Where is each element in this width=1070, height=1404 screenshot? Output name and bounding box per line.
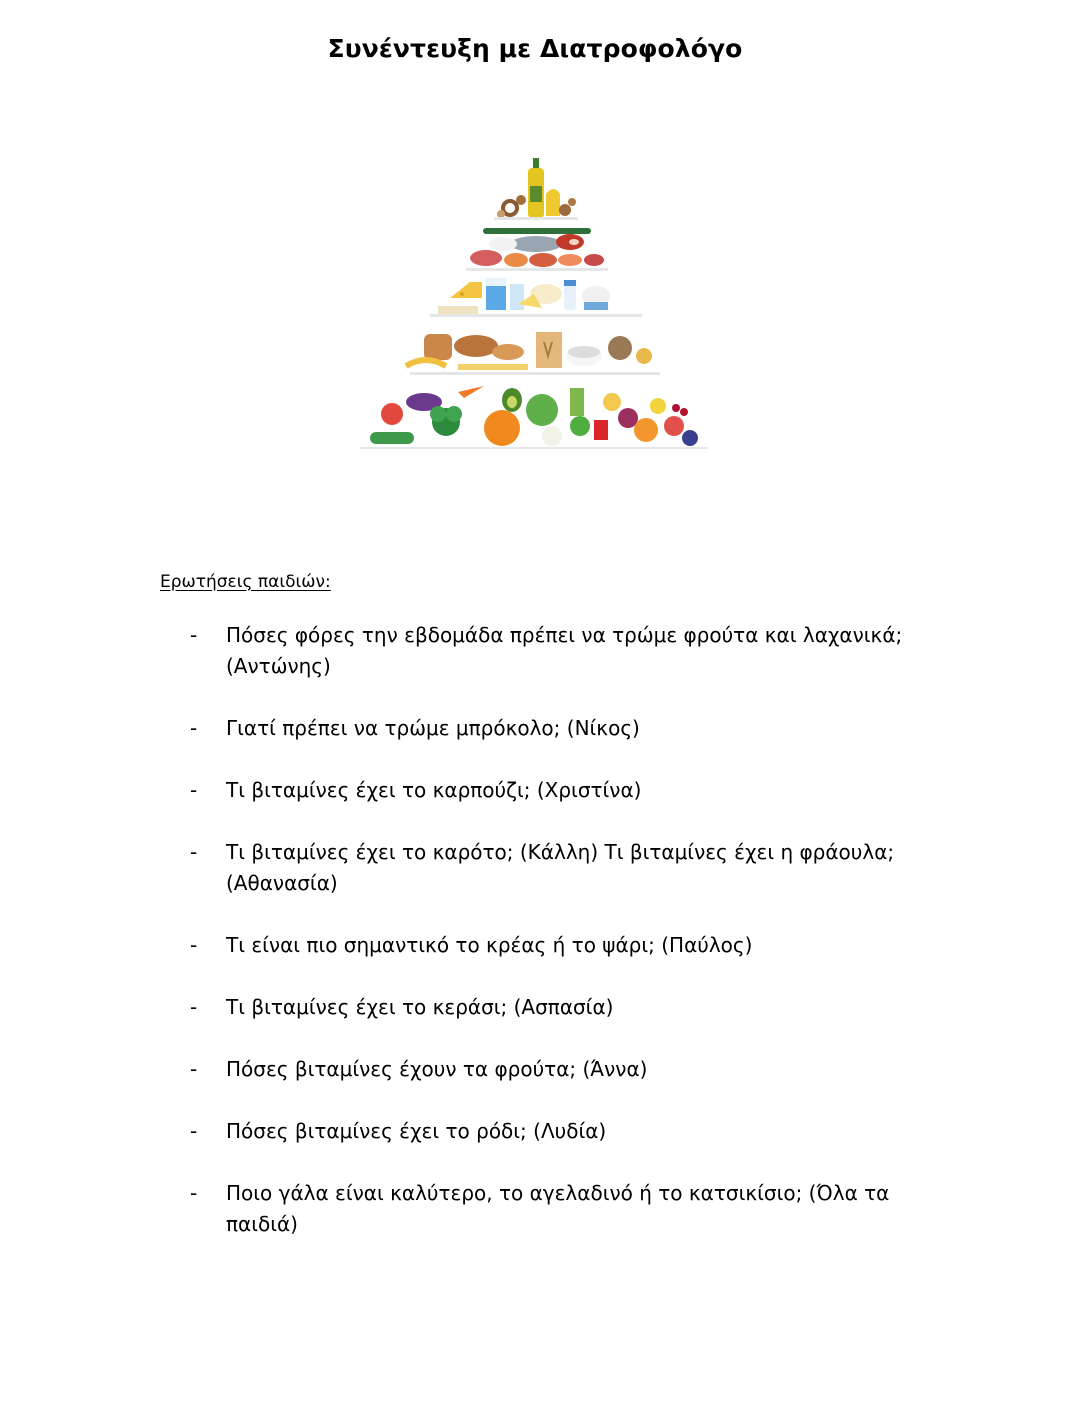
document-title: Συνέντευξη με Διατροφολόγο: [327, 34, 743, 63]
list-item: [190, 1054, 930, 1085]
question-text: Πόσες βιταμίνες έχει το ρόδι; (Λυδία): [226, 1119, 607, 1143]
bullet-dash: -: [190, 840, 198, 864]
bullet-dash: -: [190, 778, 198, 802]
bullet-dash: -: [190, 623, 198, 647]
questions-list: [190, 620, 930, 1271]
pyramid-tier-fruits-vegetables: [360, 386, 708, 448]
bullet-dash: -: [190, 1181, 198, 1205]
bullet-dash: -: [190, 933, 198, 957]
food-pyramid-illustration: [358, 156, 710, 450]
list-item: [190, 1116, 930, 1147]
list-item: [190, 1178, 930, 1240]
bullet-dash: -: [190, 995, 198, 1019]
list-item: [190, 930, 930, 961]
question-text: Τι βιταμίνες έχει το καρότο; (Κάλλη) Τι βιταμίνες έχει η φράουλα; (Αθανασία): [226, 840, 895, 895]
pyramid-tier-oils: [494, 158, 578, 220]
bullet-dash: -: [190, 1057, 198, 1081]
question-text: Ποιο γάλα είναι καλύτερο, το αγελαδινό ή το κατσικίσιο; (Όλα τα παιδιά): [226, 1181, 890, 1236]
list-item: [190, 620, 930, 682]
list-item: [190, 837, 930, 899]
bullet-dash: -: [190, 716, 198, 740]
question-text: Τι βιταμίνες έχει το κεράσι; (Ασπασία): [226, 995, 614, 1019]
pyramid-tier-protein: [466, 228, 608, 271]
list-item: [190, 775, 930, 806]
question-text: Πόσες βιταμίνες έχουν τα φρούτα; (Άννα): [226, 1057, 648, 1081]
question-text: Τι βιταμίνες έχει το καρπούζι; (Χριστίνα): [226, 778, 642, 802]
question-text: Γιατί πρέπει να τρώμε μπρόκολο; (Νίκος): [226, 716, 640, 740]
bullet-dash: -: [190, 1119, 198, 1143]
question-text: Τι είναι πιο σημαντικό το κρέας ή το ψάρι; (Παύλος): [226, 933, 753, 957]
pyramid-tier-grains: [406, 332, 660, 375]
pyramid-tier-dairy: [430, 278, 642, 317]
list-item: [190, 992, 930, 1023]
question-text: Πόσες φόρες την εβδομάδα πρέπει να τρώμε φρούτα και λαχανικά; (Αντώνης): [226, 623, 903, 678]
list-item: [190, 713, 930, 744]
section-label-children-questions: Ερωτήσεις παιδιών:: [160, 572, 331, 592]
